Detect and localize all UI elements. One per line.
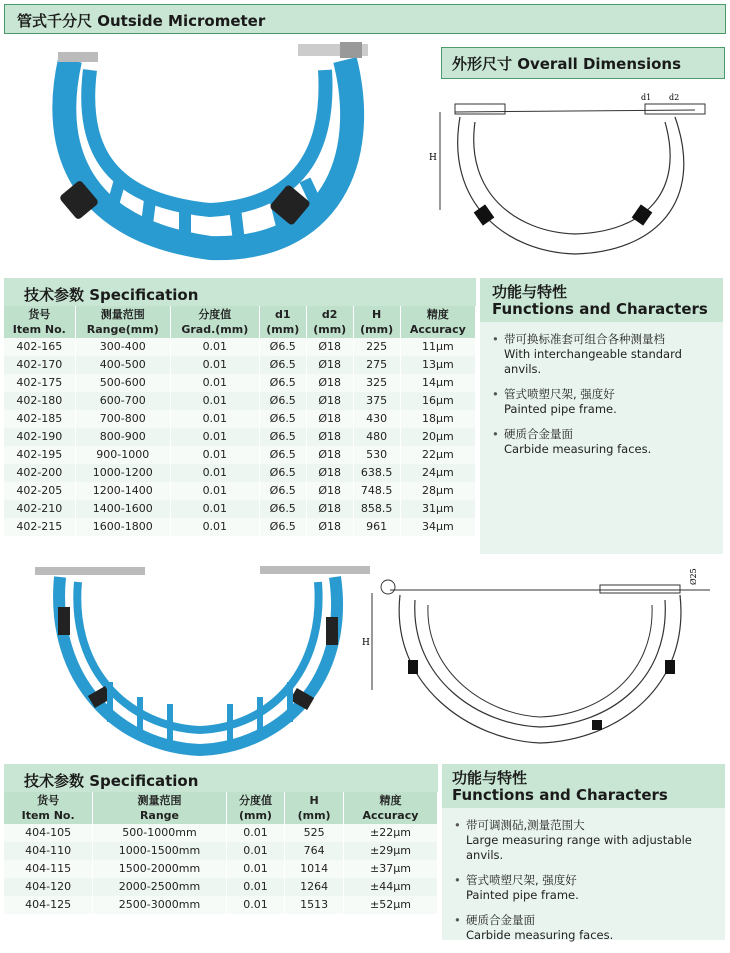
table-cell: 402-205 bbox=[4, 482, 75, 500]
column-header-en: (mm) bbox=[297, 809, 331, 822]
table-cell: 404-120 bbox=[4, 878, 93, 896]
table-cell: 0.01 bbox=[226, 824, 285, 842]
table-cell: 0.01 bbox=[170, 374, 259, 392]
table-cell: Ø18 bbox=[306, 464, 353, 482]
dim-label-H: H bbox=[429, 153, 437, 163]
table-row bbox=[4, 464, 476, 482]
table-cell: 1264 bbox=[285, 878, 344, 896]
table-cell: Ø18 bbox=[306, 518, 353, 536]
feature-item bbox=[492, 427, 720, 457]
table-cell: 1400-1600 bbox=[75, 500, 170, 518]
table-row bbox=[4, 374, 476, 392]
feature-text-cn: • 硬质合金量面 bbox=[504, 427, 573, 441]
table-cell: Ø6.5 bbox=[259, 356, 306, 374]
table-cell: 638.5 bbox=[353, 464, 400, 482]
table-cell: 700-800 bbox=[75, 410, 170, 428]
column-header-cn: 测量范围 bbox=[100, 308, 145, 321]
column-header-en: (mm) bbox=[360, 323, 394, 336]
table-cell: 402-165 bbox=[4, 338, 75, 356]
table-cell: ±44μm bbox=[343, 878, 437, 896]
column-header-cn: H bbox=[309, 794, 319, 807]
table-cell: ±52μm bbox=[343, 896, 437, 914]
table-cell: Ø6.5 bbox=[259, 410, 306, 428]
table-cell: Ø6.5 bbox=[259, 500, 306, 518]
feature-text-cn: • 管式喷塑尺架, 强度好 bbox=[504, 387, 615, 401]
table-cell: Ø18 bbox=[306, 338, 353, 356]
dim-label-d1: d1 bbox=[641, 93, 652, 102]
table-cell: 1500-2000mm bbox=[93, 860, 226, 878]
spec2-column-header bbox=[4, 792, 93, 824]
table-cell: 1200-1400 bbox=[75, 482, 170, 500]
table-cell: 1000-1500mm bbox=[93, 842, 226, 860]
spec2-column-header bbox=[343, 792, 437, 824]
feature-text-en: Carbide measuring faces. bbox=[504, 442, 652, 456]
column-header-en: (mm) bbox=[313, 323, 347, 336]
table-cell: 0.01 bbox=[226, 878, 285, 896]
table-cell: 0.01 bbox=[226, 896, 285, 914]
table-cell: 0.01 bbox=[170, 392, 259, 410]
table-cell: 402-210 bbox=[4, 500, 75, 518]
table-row bbox=[4, 428, 476, 446]
table-cell: 0.01 bbox=[170, 500, 259, 518]
table-cell: 402-200 bbox=[4, 464, 75, 482]
spec1-column-header bbox=[259, 306, 306, 338]
spec1-title: 技术参数 Specification bbox=[24, 286, 199, 304]
dimensions-title-box bbox=[441, 47, 725, 79]
feature-item bbox=[492, 387, 720, 417]
table-cell: 375 bbox=[353, 392, 400, 410]
table-row bbox=[4, 482, 476, 500]
table-cell: 225 bbox=[353, 338, 400, 356]
table-cell: Ø18 bbox=[306, 374, 353, 392]
table-cell: Ø6.5 bbox=[259, 518, 306, 536]
table-cell: Ø18 bbox=[306, 482, 353, 500]
page-title: 管式千分尺 Outside Micrometer bbox=[17, 12, 266, 30]
table-row bbox=[4, 824, 438, 842]
table-cell: 300-400 bbox=[75, 338, 170, 356]
table-cell: 402-180 bbox=[4, 392, 75, 410]
table-row bbox=[4, 860, 438, 878]
table-row bbox=[4, 410, 476, 428]
table-row bbox=[4, 878, 438, 896]
table-cell: ±29μm bbox=[343, 842, 437, 860]
column-header-cn: 精度 bbox=[379, 794, 402, 807]
table-cell: 402-215 bbox=[4, 518, 75, 536]
table-cell: 1014 bbox=[285, 860, 344, 878]
table-cell: Ø18 bbox=[306, 446, 353, 464]
spec2-title: 技术参数 Specification bbox=[24, 772, 199, 790]
dimension-drawing-bottom bbox=[360, 565, 725, 755]
table-cell: 900-1000 bbox=[75, 446, 170, 464]
table-cell: 402-185 bbox=[4, 410, 75, 428]
table-cell: 34μm bbox=[400, 518, 475, 536]
column-header-en: Accuracy bbox=[409, 323, 466, 336]
feature-text-cn: • 管式喷塑尺架, 强度好 bbox=[466, 873, 577, 887]
spec1-column-header bbox=[400, 306, 475, 338]
table-cell: Ø6.5 bbox=[259, 446, 306, 464]
dimension-drawing-top bbox=[425, 82, 725, 272]
spec2-column-header bbox=[93, 792, 226, 824]
table-cell: 2000-2500mm bbox=[93, 878, 226, 896]
column-header-cn: 分度值 bbox=[238, 794, 272, 807]
table-cell: Ø6.5 bbox=[259, 428, 306, 446]
column-header-en: (mm) bbox=[266, 323, 300, 336]
dim-label-d2: d2 bbox=[669, 93, 680, 102]
features2-title-cn: 功能与特性 bbox=[452, 769, 528, 787]
table-cell: 24μm bbox=[400, 464, 475, 482]
feature-item bbox=[492, 332, 720, 377]
table-cell: 1600-1800 bbox=[75, 518, 170, 536]
table-cell: 22μm bbox=[400, 446, 475, 464]
column-header-en: Range bbox=[139, 809, 179, 822]
table-cell: Ø6.5 bbox=[259, 392, 306, 410]
column-header-cn: 货号 bbox=[37, 794, 60, 807]
feature-item bbox=[454, 818, 722, 863]
feature-text-en: Carbide measuring faces. bbox=[466, 928, 614, 942]
table-cell: 404-105 bbox=[4, 824, 93, 842]
table-cell: 480 bbox=[353, 428, 400, 446]
table-cell: Ø6.5 bbox=[259, 374, 306, 392]
table-cell: 0.01 bbox=[170, 338, 259, 356]
table-cell: 16μm bbox=[400, 392, 475, 410]
table-row bbox=[4, 518, 476, 536]
table-cell: Ø18 bbox=[306, 500, 353, 518]
dim-label-H-bottom: H bbox=[362, 638, 370, 648]
features2-title-en: Functions and Characters bbox=[452, 786, 668, 804]
table-cell: 20μm bbox=[400, 428, 475, 446]
features2-list bbox=[454, 818, 722, 953]
table-row bbox=[4, 842, 438, 860]
feature-text-cn: • 硬质合金量面 bbox=[466, 913, 535, 927]
feature-text-cn: • 带可调测砧,测量范围大 bbox=[466, 818, 585, 832]
table-row bbox=[4, 896, 438, 914]
table-cell: 11μm bbox=[400, 338, 475, 356]
table-cell: 0.01 bbox=[170, 446, 259, 464]
table-cell: 18μm bbox=[400, 410, 475, 428]
spec2-column-header bbox=[226, 792, 285, 824]
table-cell: 31μm bbox=[400, 500, 475, 518]
table-cell: 500-1000mm bbox=[93, 824, 226, 842]
micrometer-photo-bottom bbox=[30, 562, 370, 762]
table-row bbox=[4, 392, 476, 410]
column-header-en: (mm) bbox=[238, 809, 272, 822]
column-header-cn: 分度值 bbox=[198, 308, 232, 321]
table-cell: 0.01 bbox=[226, 860, 285, 878]
features2-panel bbox=[442, 764, 725, 940]
feature-text-cn: • 带可换标准套可组合各种测量档 bbox=[504, 332, 665, 346]
table-cell: 402-170 bbox=[4, 356, 75, 374]
table-cell: Ø18 bbox=[306, 356, 353, 374]
features1-title-en: Functions and Characters bbox=[492, 300, 708, 318]
spec2-table bbox=[4, 792, 438, 914]
table-cell: 402-175 bbox=[4, 374, 75, 392]
table-cell: 0.01 bbox=[170, 356, 259, 374]
table-cell: 858.5 bbox=[353, 500, 400, 518]
table-cell: 600-700 bbox=[75, 392, 170, 410]
column-header-en: Item No. bbox=[21, 809, 75, 822]
table-cell: 800-900 bbox=[75, 428, 170, 446]
table-cell: 402-195 bbox=[4, 446, 75, 464]
table-cell: 0.01 bbox=[170, 482, 259, 500]
table-cell: 325 bbox=[353, 374, 400, 392]
table-cell: 0.01 bbox=[226, 842, 285, 860]
page-header bbox=[4, 4, 726, 34]
spec1-table bbox=[4, 306, 476, 536]
table-cell: 0.01 bbox=[170, 464, 259, 482]
spec1-column-header bbox=[306, 306, 353, 338]
feature-text-en: With interchangeable standard anvils. bbox=[504, 347, 682, 376]
spec1-column-header bbox=[170, 306, 259, 338]
table-cell: 400-500 bbox=[75, 356, 170, 374]
table-cell: 28μm bbox=[400, 482, 475, 500]
table-cell: 748.5 bbox=[353, 482, 400, 500]
features2-title-box bbox=[442, 764, 725, 808]
column-header-cn: d2 bbox=[321, 308, 338, 321]
table-cell: Ø6.5 bbox=[259, 464, 306, 482]
feature-item bbox=[454, 873, 722, 903]
features1-panel bbox=[480, 278, 723, 554]
table-cell: 404-115 bbox=[4, 860, 93, 878]
table-cell: 530 bbox=[353, 446, 400, 464]
table-cell: 500-600 bbox=[75, 374, 170, 392]
table-cell: 404-110 bbox=[4, 842, 93, 860]
table-cell: 1000-1200 bbox=[75, 464, 170, 482]
table-cell: ±22μm bbox=[343, 824, 437, 842]
column-header-en: Accuracy bbox=[362, 809, 419, 822]
table-cell: 764 bbox=[285, 842, 344, 860]
table-cell: 430 bbox=[353, 410, 400, 428]
table-cell: Ø6.5 bbox=[259, 338, 306, 356]
table-cell: 961 bbox=[353, 518, 400, 536]
column-header-cn: 测量范围 bbox=[137, 794, 182, 807]
column-header-cn: H bbox=[372, 308, 382, 321]
table-cell: 0.01 bbox=[170, 518, 259, 536]
table-cell: Ø18 bbox=[306, 392, 353, 410]
dimensions-title: 外形尺寸 Overall Dimensions bbox=[452, 55, 682, 73]
table-cell: 2500-3000mm bbox=[93, 896, 226, 914]
table-cell: 0.01 bbox=[170, 410, 259, 428]
feature-text-en: Painted pipe frame. bbox=[466, 888, 579, 902]
table-row bbox=[4, 500, 476, 518]
table-cell: 0.01 bbox=[170, 428, 259, 446]
table-cell: ±37μm bbox=[343, 860, 437, 878]
table-cell: 525 bbox=[285, 824, 344, 842]
feature-text-en: Painted pipe frame. bbox=[504, 402, 617, 416]
spec2-title-bar bbox=[4, 764, 438, 792]
table-cell: 14μm bbox=[400, 374, 475, 392]
table-cell: Ø18 bbox=[306, 428, 353, 446]
spec2-header-row bbox=[4, 792, 438, 824]
table-cell: Ø18 bbox=[306, 410, 353, 428]
features1-title-cn: 功能与特性 bbox=[492, 283, 568, 301]
column-header-en: Grad.(mm) bbox=[181, 323, 249, 336]
feature-item bbox=[454, 913, 722, 943]
column-header-cn: d1 bbox=[274, 308, 291, 321]
features1-title-box bbox=[480, 278, 723, 322]
table-row bbox=[4, 338, 476, 356]
table-cell: 402-190 bbox=[4, 428, 75, 446]
micrometer-photo-top bbox=[40, 40, 380, 280]
table-cell: 1513 bbox=[285, 896, 344, 914]
table-row bbox=[4, 446, 476, 464]
column-header-en: Range(mm) bbox=[86, 323, 159, 336]
table-row bbox=[4, 356, 476, 374]
column-header-cn: 精度 bbox=[426, 308, 449, 321]
spec1-column-header bbox=[353, 306, 400, 338]
spec1-title-bar bbox=[4, 278, 476, 306]
spec1-column-header bbox=[75, 306, 170, 338]
dim-label-d25: Ø25 bbox=[689, 568, 698, 585]
feature-text-en: Large measuring range with adjustable anvils. bbox=[466, 833, 692, 862]
spec2-column-header bbox=[285, 792, 344, 824]
table-cell: 404-125 bbox=[4, 896, 93, 914]
table-cell: 13μm bbox=[400, 356, 475, 374]
spec1-column-header bbox=[4, 306, 75, 338]
table-cell: Ø6.5 bbox=[259, 482, 306, 500]
features1-list bbox=[492, 332, 720, 467]
spec1-header-row bbox=[4, 306, 476, 338]
column-header-cn: 货号 bbox=[28, 308, 51, 321]
column-header-en: Item No. bbox=[12, 323, 66, 336]
table-cell: 275 bbox=[353, 356, 400, 374]
